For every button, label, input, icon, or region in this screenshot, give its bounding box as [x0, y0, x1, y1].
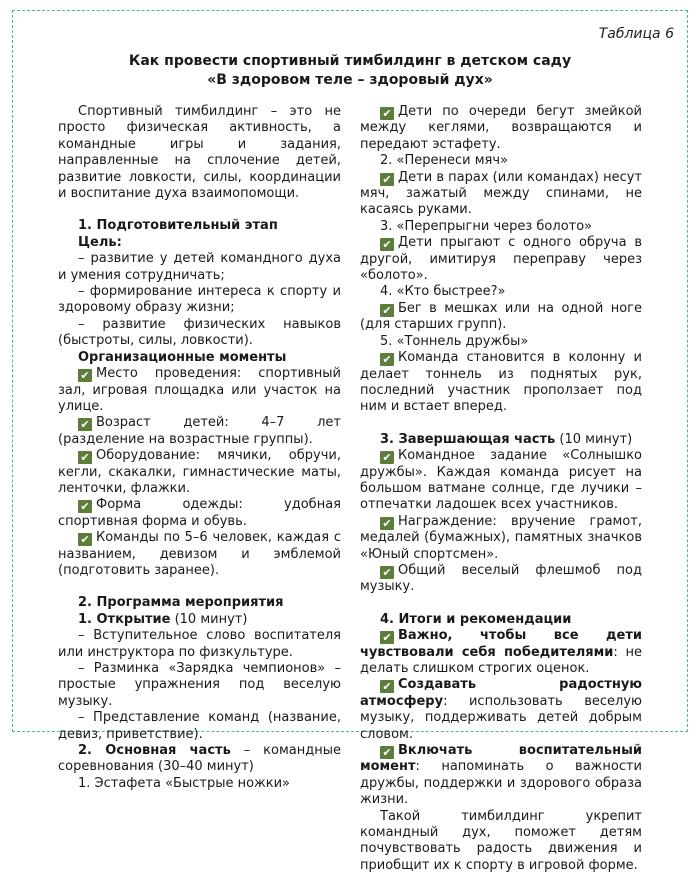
- outro-paragraph: Такой тимбилдинг укрепит командный дух, поможет детям почувствовать радость движения и приобщит их к спорту в игровой форме.: [360, 808, 642, 873]
- relay-1-title: 1. Эстафета «Быстрые ножки»: [78, 775, 291, 791]
- relay-desc: ✔ Дети прыгают с одного обруча в другой, имитируя переправу через «болото».: [360, 235, 642, 284]
- recommendation-item: ✔ Важно, чтобы все дети чувствовали себя победителями: не делать слишком строгих оценок.: [360, 628, 642, 676]
- check-box-icon: ✔: [78, 418, 92, 431]
- check-box-icon: ✔: [380, 631, 394, 644]
- check-box-icon: ✔: [380, 238, 394, 251]
- check-box-icon: ✔: [380, 451, 394, 464]
- org-item: ✔ Форма одежды: удобная спортивная форма и обувь.: [58, 497, 341, 529]
- check-box-icon: ✔: [380, 566, 394, 579]
- check-box-icon: ✔: [78, 533, 92, 546]
- section-1-title: 1. Подготовительный этап: [78, 218, 278, 234]
- section-3-title: 3. Завершающая часть (10 минут): [380, 431, 633, 447]
- intro-paragraph: Спортивный тимбилдинг – это не просто физическая активность, а командные игры и задания, направленные на сплочение детей, развитие ловкости, силы, координации и воспитание духа взаимопомощи.: [58, 104, 341, 202]
- relay-desc: ✔ Бег в мешках или на одной ноге (для старших групп).: [360, 300, 642, 333]
- goal-item: – развитие физических навыков (быстроты, силы, ловкости).: [58, 316, 341, 349]
- left-column: [58, 104, 341, 792]
- check-box-icon: ✔: [380, 680, 394, 693]
- right-column: [360, 104, 642, 874]
- opening-item: – Вступительное слово воспитателя или инструктора по физкультуре.: [58, 628, 341, 660]
- relay-desc: ✔ Команда становится в колонну и делает тоннель из поднятых рук, последний участник проползает под ним и встает вперед.: [360, 350, 642, 415]
- check-box-icon: ✔: [380, 107, 394, 120]
- section-2-title: 2. Программа мероприятия: [78, 595, 284, 611]
- org-title: Организационные моменты: [78, 349, 287, 365]
- check-box-icon: ✔: [78, 451, 92, 464]
- relay-desc: ✔ Дети в парах (или командах) несут мяч, зажатый между спинами, не касаясь руками.: [360, 169, 642, 218]
- check-box-icon: ✔: [380, 304, 394, 317]
- org-item: ✔ Оборудование: мячики, обручи, кегли, скакалки, гимнастические маты, ленточки, флажки.: [58, 448, 341, 496]
- relay-title: 2. «Перенеси мяч»: [380, 153, 509, 169]
- main-part-heading: 2. Основная часть – командные соревнования (30–40 минут): [58, 743, 341, 775]
- document-title: [0, 52, 700, 90]
- goal-item: – развитие у детей командного духа и умения сотрудничать;: [58, 251, 341, 283]
- table-label: Таблица 6: [598, 26, 674, 42]
- check-box-icon: ✔: [380, 517, 394, 530]
- check-box-icon: ✔: [380, 746, 394, 759]
- check-box-icon: ✔: [380, 173, 394, 186]
- check-box-icon: ✔: [380, 353, 394, 366]
- goal-label: Цель:: [78, 234, 122, 250]
- opening-heading: 1. Открытие (10 минут): [78, 611, 248, 627]
- relay-desc: ✔ Дети по очереди бегут змейкой между кеглями, возвращаются и передают эстафету.: [360, 104, 642, 152]
- relay-title: 5. «Тоннель дружбы»: [380, 333, 529, 349]
- title-line-1: Как провести спортивный тимбилдинг в детском саду: [128, 53, 572, 69]
- goal-item: – формирование интереса к спорту и здоровому образу жизни;: [58, 284, 341, 316]
- opening-item: – Представление команд (название, девиз, приветствие).: [58, 710, 341, 742]
- check-box-icon: ✔: [78, 500, 92, 513]
- recommendation-item: ✔ Создавать радостную атмосферу: использовать веселую музыку, поддерживать детей добрым словом.: [360, 677, 642, 742]
- check-box-icon: ✔: [78, 369, 92, 382]
- relay-title: 3. «Перепрыгни через болото»: [380, 218, 593, 234]
- org-item: ✔ Место проведения: спортивный зал, игровая площадка или участок на улице.: [58, 366, 341, 414]
- opening-item: – Разминка «Зарядка чемпионов» – простые упражнения под веселую музыку.: [58, 661, 341, 709]
- section-4-title: 4. Итоги и рекомендации: [380, 611, 572, 627]
- relay-title: 4. «Кто быстрее?»: [380, 284, 506, 300]
- org-item: ✔ Команды по 5–6 человек, каждая с названием, девизом и эмблемой (подготовить заранее).: [58, 530, 341, 578]
- final-item: ✔ Командное задание «Солнышко дружбы». Каждая команда рисует на большом ватмане солнце, где лучики – отпечатки ладошек всех участников.: [360, 448, 642, 513]
- recommendation-item: ✔ Включать воспитательный момент: напоминать о важности дружбы, поддержки и здорового образа жизни.: [360, 743, 642, 808]
- final-item: ✔ Общий веселый флешмоб под музыку.: [360, 562, 642, 595]
- final-item: ✔ Награждение: вручение грамот, медалей (бумажных), памятных значков «Юный спортсмен».: [360, 513, 642, 562]
- org-item: ✔ Возраст детей: 4–7 лет (разделение на возрастные группы).: [58, 415, 341, 447]
- title-line-2: «В здоровом теле – здоровый дух»: [207, 72, 493, 88]
